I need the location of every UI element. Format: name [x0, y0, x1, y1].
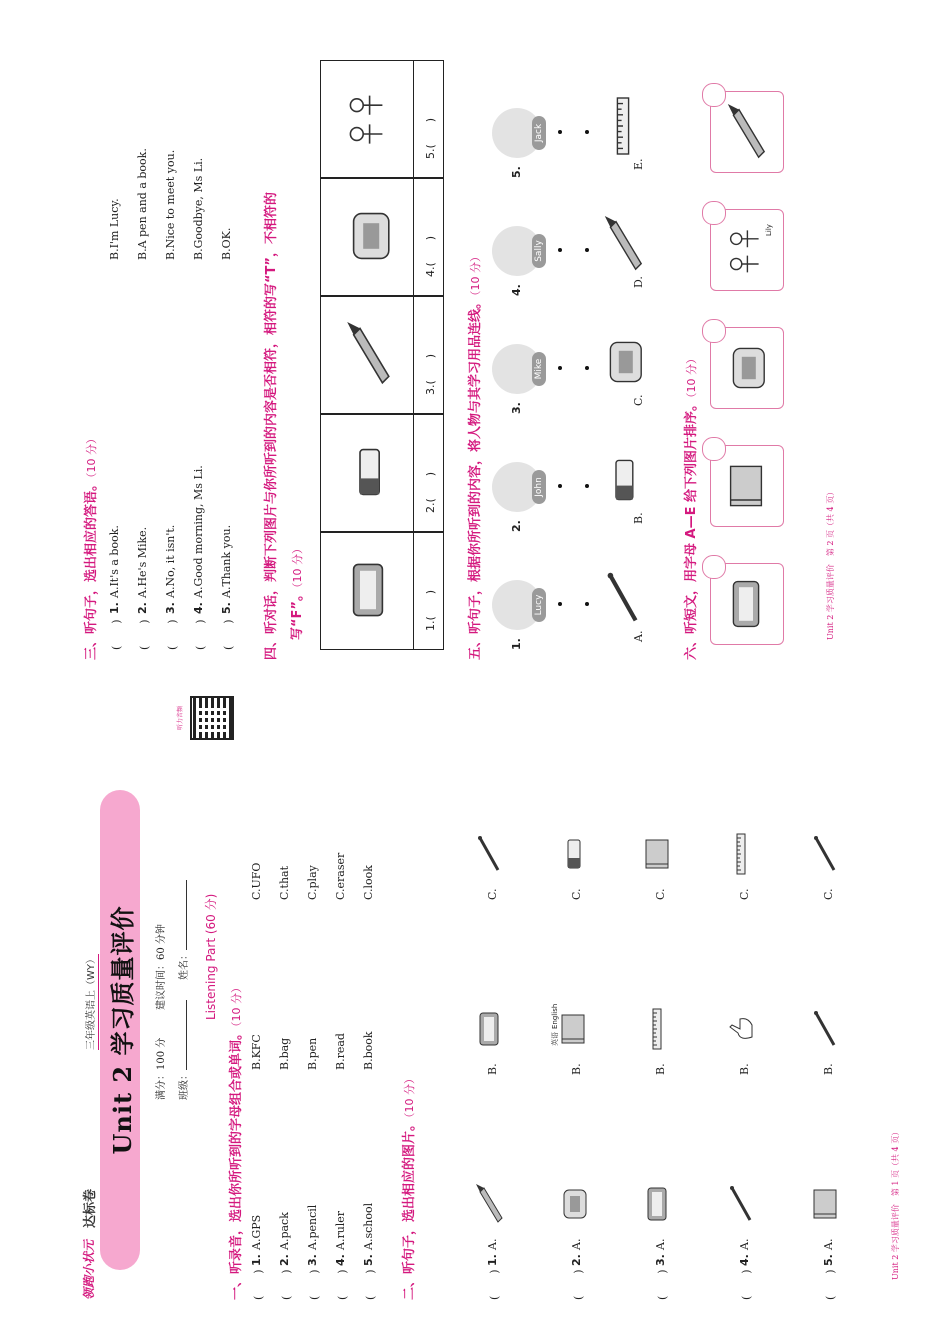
person-number: 5.: [510, 166, 523, 178]
answer-paren[interactable]: ( ): [308, 1269, 321, 1300]
section-4-table: [320, 60, 444, 650]
section-1-row: [334, 700, 354, 1300]
exam-page-1-section-2-body: [440, 680, 920, 1300]
item-dot[interactable]: [585, 602, 589, 606]
person-dot[interactable]: [558, 248, 562, 252]
option-b[interactable]: B.bag: [278, 1037, 291, 1070]
person-dot[interactable]: [558, 484, 562, 488]
option-b-picture[interactable]: [810, 1007, 840, 1051]
lily-label: Lily: [765, 224, 773, 236]
option-a-label[interactable]: A.: [738, 1238, 751, 1250]
sequence-answer-circle[interactable]: [702, 83, 726, 107]
option-b-label[interactable]: B.: [738, 1063, 751, 1075]
tf-answer-label: 5.( ): [424, 117, 437, 159]
section-2-title: 二、听句子，选出相应的图片。（10 分）: [402, 1072, 417, 1300]
person-number: 2.: [510, 520, 523, 532]
exam-page-1: [80, 680, 417, 1300]
option-c-picture[interactable]: [726, 832, 756, 876]
person-card-lucy: [492, 580, 542, 630]
option-c-picture[interactable]: [642, 832, 672, 876]
section-1-row: [362, 700, 382, 1300]
question-number: 4.: [334, 1254, 347, 1266]
section-2-row: [544, 700, 614, 1300]
option-c-picture[interactable]: [810, 832, 840, 876]
item-picture[interactable]: [602, 95, 644, 157]
brand-subtitle: 达标卷: [83, 1188, 98, 1228]
section-3-row: [220, 60, 240, 660]
option-c-picture[interactable]: [474, 832, 504, 876]
option-c-label[interactable]: C.: [486, 888, 499, 900]
option-a[interactable]: A.school: [362, 1202, 375, 1250]
suggested-time: 建议时间：60 分钟: [156, 924, 167, 1010]
person-number: 3.: [510, 402, 523, 414]
option-b-label[interactable]: B.: [570, 1063, 583, 1075]
person-name: John: [532, 470, 546, 504]
option-c-label[interactable]: C.: [738, 888, 751, 900]
full-score: 满分：100 分: [156, 1037, 167, 1100]
question-number: 1.: [486, 1254, 499, 1266]
option-b-picture[interactable]: [558, 1007, 588, 1051]
option-b[interactable]: B.Goodbye, Ms Li.: [192, 157, 205, 260]
section-6-title: 六、听短文，用字母 A—E 给下列图片排序。（10 分）: [684, 353, 699, 660]
table-picture: [344, 437, 392, 507]
table-picture-cell: [320, 296, 414, 414]
question-number: 3.: [306, 1254, 319, 1266]
class-field: 班级：: [175, 1000, 190, 1100]
question-number: 4.: [192, 602, 205, 614]
listening-part-heading: Listening Part (60 分): [204, 893, 218, 1020]
grade-label: 三年级英语上（WY）: [82, 954, 99, 1050]
answer-paren[interactable]: ( ): [572, 1269, 585, 1300]
option-a[interactable]: A.pencil: [306, 1204, 319, 1250]
answer-paren[interactable]: ( ): [138, 619, 151, 650]
option-b[interactable]: B.book: [362, 1031, 375, 1070]
section-3-row: [192, 60, 212, 660]
book-word-1: 英语: [551, 1032, 559, 1046]
section-3-row: [136, 60, 156, 660]
sequence-answer-circle[interactable]: [702, 201, 726, 225]
sequence-picture: [725, 337, 767, 399]
answer-paren[interactable]: ( ): [222, 619, 235, 650]
item-dot[interactable]: [585, 484, 589, 488]
option-c-picture[interactable]: [558, 832, 588, 876]
table-picture: [344, 201, 392, 271]
option-a-picture[interactable]: [558, 1182, 588, 1226]
item-dot[interactable]: [585, 130, 589, 134]
tf-answer-label: 1.( ): [424, 589, 437, 631]
person-dot[interactable]: [558, 602, 562, 606]
option-a-label[interactable]: A.: [570, 1238, 583, 1250]
table-picture: [344, 319, 392, 389]
answer-paren[interactable]: ( ): [166, 619, 179, 650]
item-picture[interactable]: [602, 567, 644, 629]
option-a[interactable]: A.Thank you.: [220, 524, 233, 598]
sequence-answer-circle[interactable]: [702, 319, 726, 343]
page-title: Unit 2 学习质量评价: [107, 905, 137, 1155]
option-a-label[interactable]: A.: [486, 1238, 499, 1250]
option-a[interactable]: A.GPS: [250, 1214, 263, 1250]
sequence-picture: [725, 219, 767, 281]
option-b-picture[interactable]: [726, 1007, 756, 1051]
section-5-title: 五、听句子，根据你所听到的内容，将人物与其学习用品连线。（10 分）: [468, 250, 483, 660]
option-c[interactable]: C.look: [362, 865, 375, 900]
item-label: D.: [632, 276, 645, 288]
sequence-picture-box[interactable]: [710, 445, 784, 527]
option-c[interactable]: C.UFO: [250, 862, 263, 900]
option-b[interactable]: B.KFC: [250, 1034, 263, 1070]
sequence-picture: [725, 455, 767, 517]
option-b[interactable]: B.Nice to meet you.: [164, 149, 177, 260]
table-picture-cell: [320, 532, 414, 650]
item-picture[interactable]: [602, 331, 644, 393]
item-label: C.: [632, 394, 645, 406]
person-card-sally: [492, 226, 542, 276]
table-picture: [344, 555, 392, 625]
question-number: 2.: [136, 602, 149, 614]
section-1-row: [250, 700, 270, 1300]
section-3-row: [164, 60, 184, 660]
answer-paren[interactable]: ( ): [110, 619, 123, 650]
section-2-row: [628, 700, 698, 1300]
question-number: 3.: [164, 602, 177, 614]
option-a[interactable]: A.pack: [278, 1212, 291, 1250]
person-name: Lucy: [532, 588, 546, 622]
question-number: 5.: [362, 1254, 375, 1266]
qr-code: [190, 696, 234, 740]
sequence-answer-circle[interactable]: [702, 437, 726, 461]
option-b[interactable]: B.A pen and a book.: [136, 148, 149, 260]
option-b[interactable]: B.OK.: [220, 227, 233, 260]
tf-answer-label: 4.( ): [424, 235, 437, 277]
name-blank[interactable]: [176, 880, 187, 950]
table-answer-cell[interactable]: [413, 296, 444, 414]
table-picture-cell: [320, 178, 414, 296]
question-number: 1.: [108, 602, 121, 614]
item-picture[interactable]: [602, 449, 644, 511]
option-a-picture[interactable]: [642, 1182, 672, 1226]
option-c-label[interactable]: C.: [822, 888, 835, 900]
section-2-row: [460, 700, 530, 1300]
title-banner: [100, 790, 140, 1270]
option-a[interactable]: A.He's Mike.: [136, 526, 149, 598]
option-a-label[interactable]: A.: [822, 1238, 835, 1250]
page-1-footer: Unit 2 学习质量评价 第 1 页（共 4 页）: [891, 1127, 900, 1280]
table-picture: [344, 83, 392, 153]
section-4-title: 四、听对话，判断下列图片与你所听到的内容是否相符，相符的写“T”，不相符的: [264, 192, 279, 660]
option-a[interactable]: A.It's a book.: [108, 525, 121, 598]
option-a-picture[interactable]: [810, 1182, 840, 1226]
option-b-picture[interactable]: [642, 1007, 672, 1051]
section-3-row: [108, 60, 128, 660]
section-1-row: [278, 700, 298, 1300]
person-number: 4.: [510, 284, 523, 296]
option-a[interactable]: A.ruler: [334, 1210, 347, 1250]
option-b[interactable]: B.I'm Lucy.: [108, 198, 121, 260]
book-word-2: English: [551, 1003, 559, 1029]
question-number: 1.: [250, 1254, 263, 1266]
question-number: 5.: [822, 1254, 835, 1266]
option-c[interactable]: C.play: [306, 865, 319, 900]
person-card-jack: [492, 108, 542, 158]
sequence-picture-box[interactable]: [710, 91, 784, 173]
person-dot[interactable]: [558, 130, 562, 134]
option-c-label[interactable]: C.: [654, 888, 667, 900]
item-dot[interactable]: [585, 248, 589, 252]
answer-paren[interactable]: ( ): [336, 1269, 349, 1300]
option-a[interactable]: A.Good morning, Ms Li.: [192, 465, 205, 598]
question-number: 3.: [654, 1254, 667, 1266]
person-name: Mike: [532, 352, 546, 386]
sequence-picture-box[interactable]: [710, 327, 784, 409]
table-answer-cell[interactable]: [413, 414, 444, 532]
answer-paren[interactable]: ( ): [280, 1269, 293, 1300]
person-dot[interactable]: [558, 366, 562, 370]
section-2-row: [796, 700, 866, 1300]
person-card-john: [492, 462, 542, 512]
sequence-picture-box[interactable]: [710, 563, 784, 645]
item-picture[interactable]: [602, 213, 644, 275]
class-blank[interactable]: [176, 1000, 187, 1070]
answer-paren[interactable]: ( ): [194, 619, 207, 650]
option-c[interactable]: C.that: [278, 865, 291, 900]
name-field: 姓名：: [175, 880, 190, 980]
page-2-footer: Unit 2 学习质量评价 第 2 页（共 4 页）: [826, 487, 835, 640]
sequence-picture-box[interactable]: [710, 209, 784, 291]
item-label: A.: [632, 630, 645, 642]
question-number: 2.: [278, 1254, 291, 1266]
sequence-picture: [725, 101, 767, 163]
option-b-label[interactable]: B.: [486, 1063, 499, 1075]
sequence-picture: [725, 573, 767, 635]
answer-paren[interactable]: ( ): [740, 1269, 753, 1300]
table-answer-cell[interactable]: [413, 532, 444, 650]
section-1-title: 一、听录音，选出你所听到的字母组合或单词。（10 分）: [229, 981, 244, 1300]
table-answer-cell[interactable]: [413, 178, 444, 296]
section-1-row: [306, 700, 326, 1300]
sequence-answer-circle[interactable]: [702, 555, 726, 579]
answer-paren[interactable]: ( ): [488, 1269, 501, 1300]
option-b[interactable]: B.pen: [306, 1037, 319, 1070]
english-book-label: [550, 1004, 560, 1046]
section-2-row: [712, 700, 782, 1300]
option-a[interactable]: A.No, it isn't.: [164, 524, 177, 598]
question-number: 4.: [738, 1254, 751, 1266]
option-b-picture[interactable]: [474, 1007, 504, 1051]
tf-answer-label: 3.( ): [424, 353, 437, 395]
brand-logo: 领跑小状元: [82, 1239, 96, 1300]
person-card-mike: [492, 344, 542, 394]
item-dot[interactable]: [585, 366, 589, 370]
table-picture-cell: [320, 414, 414, 532]
option-a-picture[interactable]: [726, 1182, 756, 1226]
person-number: 1.: [510, 638, 523, 650]
item-label: B.: [632, 512, 645, 524]
tf-answer-label: 2.( ): [424, 471, 437, 513]
section-4-title-line2: 写“F”。（10 分）: [290, 543, 305, 640]
section-3-title: 三、听句子，选出相应的答语。（10 分）: [84, 432, 99, 660]
option-c[interactable]: C.eraser: [334, 852, 347, 900]
option-a-picture[interactable]: [474, 1182, 504, 1226]
option-b-label[interactable]: B.: [654, 1063, 667, 1075]
qr-caption: 听力音频: [177, 705, 184, 730]
option-a-label[interactable]: A.: [654, 1238, 667, 1250]
answer-paren[interactable]: ( ): [656, 1269, 669, 1300]
option-b-label[interactable]: B.: [822, 1063, 835, 1075]
option-b[interactable]: B.read: [334, 1033, 347, 1070]
person-name: Sally: [532, 234, 546, 268]
person-name: Jack: [532, 116, 546, 150]
answer-paren[interactable]: ( ): [252, 1269, 265, 1300]
item-label: E.: [632, 158, 645, 170]
table-answer-cell[interactable]: [413, 60, 444, 178]
option-c-label[interactable]: C.: [570, 888, 583, 900]
question-number: 5.: [220, 602, 233, 614]
table-picture-cell: [320, 60, 414, 178]
answer-paren[interactable]: ( ): [824, 1269, 837, 1300]
answer-paren[interactable]: ( ): [364, 1269, 377, 1300]
question-number: 2.: [570, 1254, 583, 1266]
exam-page-2: [80, 40, 880, 660]
